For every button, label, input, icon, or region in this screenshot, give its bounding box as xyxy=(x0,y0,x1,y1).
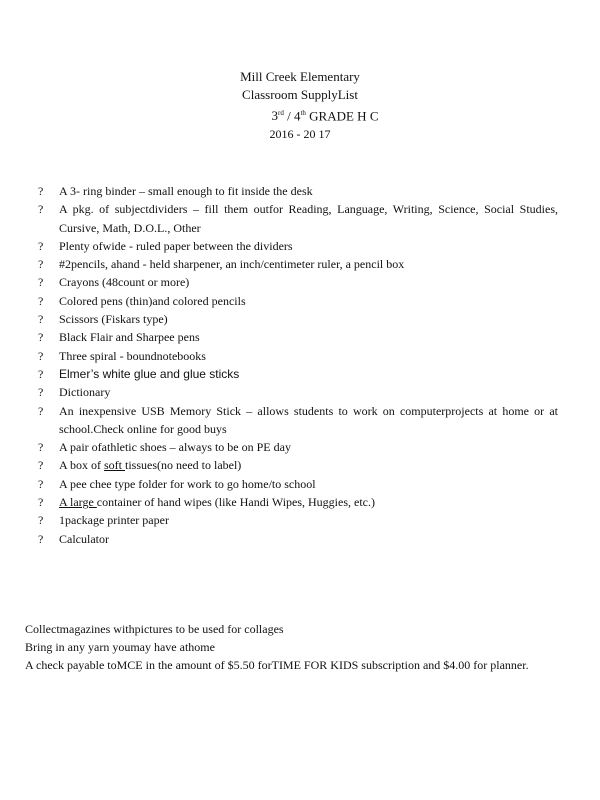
list-item-text: Crayons (48count or more) xyxy=(59,275,190,290)
school-year: 2016 - 20 17 xyxy=(269,127,331,142)
list-item-text: Scissors (Fiskars type) xyxy=(59,312,168,327)
list-item xyxy=(38,511,558,529)
bullet-glyph: ? xyxy=(38,330,44,345)
supply-list xyxy=(38,182,558,548)
list-item-text: Calculator xyxy=(59,531,109,546)
list-item xyxy=(38,273,558,291)
list-item xyxy=(38,328,558,346)
bullet-glyph: ? xyxy=(38,458,44,473)
bullet-glyph: ? xyxy=(38,184,44,198)
list-item-text: Plenty ofwide - ruled paper between the dividers xyxy=(59,238,293,253)
bullet-glyph: ? xyxy=(38,366,44,381)
bullet-glyph: ? xyxy=(38,531,44,546)
bullet-glyph: ? xyxy=(38,293,44,308)
bullet-glyph: ? xyxy=(38,495,44,510)
grade-suffix-rd: rd xyxy=(277,109,284,117)
bullet-glyph: ? xyxy=(38,440,44,455)
list-item-text xyxy=(59,493,558,511)
list-item-text: Colored pens (thin)and colored pencils xyxy=(59,293,246,308)
list-item xyxy=(38,255,558,273)
bullet-glyph: ? xyxy=(38,257,44,272)
list-item-text: A 3- ring binder – small enough to fit inside the desk xyxy=(59,184,313,198)
list-item xyxy=(38,475,558,493)
list-item xyxy=(38,438,558,456)
bullet-glyph: ? xyxy=(38,238,44,253)
bullet-glyph: ? xyxy=(38,348,44,363)
list-item-text: #2pencils, ahand - held sharpener, an inch/centimeter ruler, a pencil box xyxy=(59,257,405,272)
bullet-glyph: ? xyxy=(38,385,44,400)
footer-line: Bring in any yarn youmay have athome xyxy=(25,640,215,654)
list-item-text: Elmer’s white glue and glue sticks xyxy=(59,366,240,381)
list-item xyxy=(38,456,558,474)
list-item xyxy=(38,383,558,401)
document-title: Classroom SupplyList xyxy=(242,87,358,102)
bullet-glyph: ? xyxy=(38,312,44,327)
list-item-text: Three spiral - boundnotebooks xyxy=(59,348,206,363)
grade-line xyxy=(0,104,600,125)
grade-suffix-th: th xyxy=(300,109,306,117)
list-item xyxy=(38,365,558,383)
footer-line: A check payable toMCE in the amount of $5.50 forTIME FOR KIDS subscription and $4.00 for planner. xyxy=(25,658,529,672)
footer-notes xyxy=(25,620,550,674)
grade-number-3: 3 xyxy=(271,108,278,124)
bullet-glyph: ? xyxy=(38,513,44,528)
grade-label: GRADE H C xyxy=(305,108,379,124)
document-header xyxy=(0,68,600,143)
list-item-text: 1package printer paper xyxy=(59,513,169,528)
list-item xyxy=(38,402,558,439)
list-item xyxy=(38,310,558,328)
list-item-text: Dictionary xyxy=(59,385,111,400)
list-item xyxy=(38,530,558,548)
bullet-glyph: ? xyxy=(38,403,44,418)
grade-number-4: / 4 xyxy=(283,108,301,124)
bullet-glyph: ? xyxy=(38,202,44,217)
list-item xyxy=(38,347,558,365)
underlined-text: soft xyxy=(104,458,125,473)
list-item-text xyxy=(59,456,558,474)
bullet-glyph: ? xyxy=(38,476,44,491)
list-item-text: Black Flair and Sharpee pens xyxy=(59,330,200,345)
list-item-text: A pair ofathletic shoes – always to be on PE day xyxy=(59,440,291,455)
list-item xyxy=(38,182,558,200)
list-item-text: An inexpensive USB Memory Stick – allows students to work on computerprojects at home or at school.Check online for good buys xyxy=(59,403,558,436)
list-item xyxy=(38,200,558,237)
school-name: Mill Creek Elementary xyxy=(240,69,360,84)
list-item xyxy=(38,292,558,310)
footer-line: Collectmagazines withpictures to be used for collages xyxy=(25,622,284,636)
list-item xyxy=(38,493,558,511)
list-item-text-post: container of hand wipes (like Handi Wipes, Huggies, etc.) xyxy=(96,495,375,510)
list-item xyxy=(38,237,558,255)
list-item-text-pre: A box of xyxy=(59,458,104,473)
list-item-text: A pkg. of subjectdividers – fill them outfor Reading, Language, Writing, Science, Social Studies, Cursive, Math, D.O.L., Other xyxy=(59,202,558,235)
bullet-glyph: ? xyxy=(38,275,44,290)
underlined-text: A large xyxy=(59,495,97,510)
list-item-text-post: tissues(no need to label) xyxy=(125,458,242,473)
list-item-text: A pee chee type folder for work to go home/to school xyxy=(59,476,316,491)
